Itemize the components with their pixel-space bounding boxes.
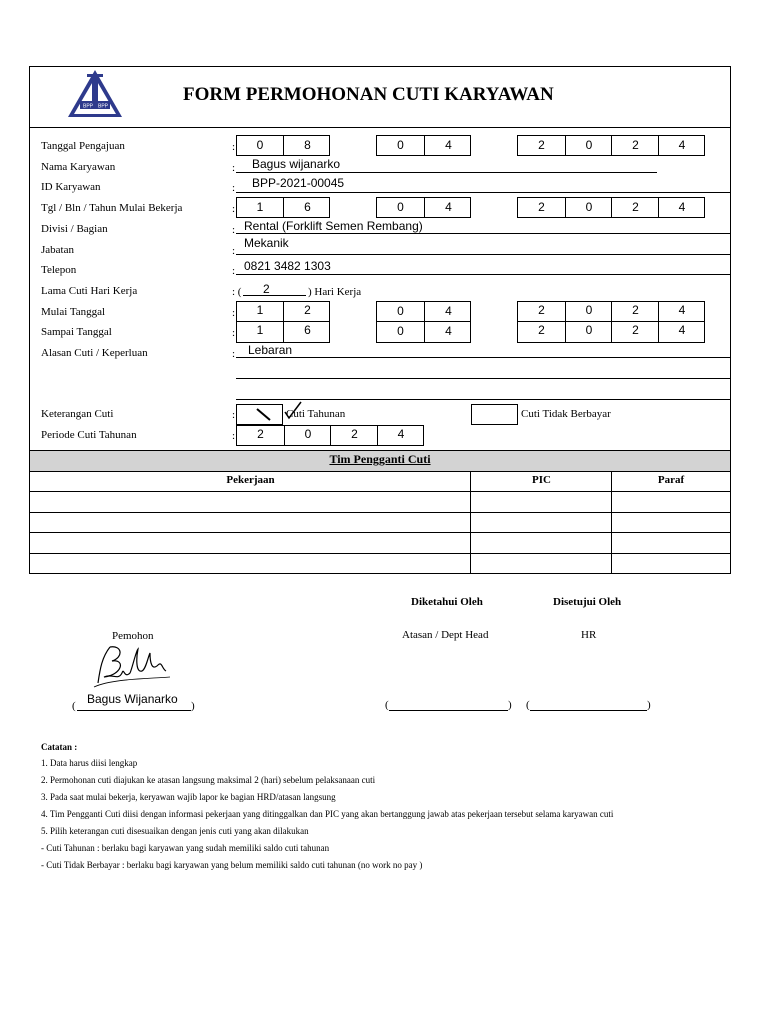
atasan-sign-line: [389, 710, 508, 711]
digit: 0: [397, 304, 404, 318]
colon: :: [232, 265, 236, 277]
digit: 2: [538, 323, 545, 337]
note-item: - Cuti Tidak Berbayar : berlaku bagi karyawan yang belum memiliki saldo cuti tahunan (no work no pay ): [41, 860, 423, 870]
note-item: 2. Permohonan cuti diajukan ke atasan langsung maksimal 2 (hari) sebelum pelaksanaan cuti: [41, 775, 376, 785]
digit: 4: [377, 426, 424, 445]
digit: 8: [283, 136, 331, 155]
id-underline: [236, 192, 731, 193]
colon: :: [232, 141, 236, 153]
label-id-karyawan: ID Karyawan: [41, 181, 101, 193]
digit: 4: [424, 198, 472, 217]
logo-text-right: BPP: [97, 103, 109, 110]
digit: 2: [257, 427, 264, 441]
digit: 4: [658, 136, 705, 155]
id-karyawan-value[interactable]: BPP-2021-00045: [252, 176, 345, 190]
alasan-underline-2: [236, 378, 731, 379]
nama-underline: [236, 172, 657, 173]
note-item: 1. Data harus diisi lengkap: [41, 758, 138, 768]
label-telepon: Telepon: [41, 264, 77, 276]
pemohon-sign-line: [77, 710, 191, 711]
digit: 0: [397, 200, 404, 214]
digit: 4: [658, 322, 705, 342]
digit: 0: [565, 136, 612, 155]
alasan-value[interactable]: Lebaran: [248, 343, 293, 357]
digit: 0: [397, 324, 404, 338]
lama-cuti-prefix: : (: [232, 286, 242, 298]
open-paren: (: [385, 699, 389, 711]
tanggal-pengajuan-year[interactable]: [517, 135, 705, 156]
option-cuti-tidak-berbayar: Cuti Tidak Berbayar: [521, 408, 611, 420]
table-row[interactable]: [30, 513, 470, 532]
check-slash-icon: [237, 405, 282, 424]
lama-cuti-value[interactable]: 2: [263, 282, 270, 296]
divisi-value[interactable]: Rental (Forklift Semen Rembang): [244, 219, 423, 233]
note-item: 5. Pilih keterangan cuti disesuaikan dengan jenis cuti yang akan dilakukan: [41, 826, 309, 836]
pengganti-title: Tim Pengganti Cuti: [329, 452, 431, 466]
title-divider: [29, 127, 731, 128]
digit: 4: [424, 322, 472, 342]
lama-cuti-suffix: ) Hari Kerja: [308, 286, 362, 298]
digit: 2: [283, 302, 331, 321]
digit: 2: [611, 302, 659, 321]
notes-title: Catatan :: [41, 742, 78, 752]
close-paren: ): [191, 700, 195, 712]
table-row[interactable]: [30, 533, 470, 553]
note-item: 3. Pada saat mulai bekerja, keryawan wajib lapor ke bagian HRD/atasan langsung: [41, 792, 336, 802]
pemohon-name[interactable]: Bagus Wijanarko: [87, 692, 178, 706]
digit: 1: [256, 303, 264, 317]
header-pekerjaan: Pekerjaan: [226, 474, 275, 486]
hr-label: HR: [581, 629, 597, 641]
notes-list: [41, 755, 731, 874]
digit: 4: [424, 136, 472, 155]
header-pic: PIC: [532, 474, 551, 486]
alasan-underline-1: [236, 357, 731, 358]
digit: 6: [283, 198, 331, 217]
digit: 1: [256, 200, 264, 214]
note-item: 4. Tim Pengganti Cuti diisi dengan informasi pekerjaan yang ditinggalkan dan PIC yang akan bertanggung jawab atas pekerjaan tersebut selama karyawan cuti: [41, 809, 614, 819]
digit: 0: [565, 198, 612, 217]
company-logo: [66, 69, 124, 119]
close-paren: ): [508, 699, 512, 711]
digit: 0: [256, 138, 264, 152]
open-paren: (: [72, 700, 76, 712]
digit: 2: [611, 322, 659, 342]
diketahui-label: Diketahui Oleh: [411, 596, 483, 608]
label-alasan: Alasan Cuti / Keperluan: [41, 347, 148, 359]
label-tgl-mulai-bekerja: Tgl / Bln / Tahun Mulai Bekerja: [41, 202, 183, 214]
close-paren: ): [647, 699, 651, 711]
colon: :: [232, 182, 236, 194]
mulai-tanggal-month[interactable]: [376, 301, 471, 322]
pemohon-label: Pemohon: [112, 630, 154, 642]
label-divisi: Divisi / Bagian: [41, 223, 108, 235]
tanggal-pengajuan-month[interactable]: [376, 135, 471, 156]
label-tanggal-pengajuan: Tanggal Pengajuan: [41, 140, 125, 152]
colon: :: [232, 162, 236, 174]
sampai-tanggal-month[interactable]: [376, 321, 471, 343]
tanggal-pengajuan-day[interactable]: [236, 135, 330, 156]
header-paraf: Paraf: [657, 474, 685, 486]
label-nama-karyawan: Nama Karyawan: [41, 161, 116, 173]
disetujui-label: Disetujui Oleh: [553, 596, 622, 608]
periode-year[interactable]: [236, 425, 424, 446]
colon: :: [232, 409, 236, 421]
digit: 4: [424, 302, 472, 321]
nama-karyawan-value[interactable]: Bagus wijanarko: [252, 157, 341, 171]
digit: 0: [397, 138, 404, 152]
digit: 0: [565, 322, 612, 342]
digit: 2: [611, 136, 659, 155]
telepon-value[interactable]: 0821 3482 1303: [244, 259, 331, 273]
label-keterangan: Keterangan Cuti: [41, 408, 114, 420]
colon: :: [232, 245, 236, 257]
jabatan-value[interactable]: Mekanik: [244, 236, 289, 250]
form-title: FORM PERMOHONAN CUTI KARYAWAN: [183, 84, 554, 105]
label-lama-cuti: Lama Cuti Hari Kerja: [41, 285, 138, 297]
checkbox-cuti-tahunan[interactable]: [236, 404, 283, 425]
sampai-tanggal-day[interactable]: [236, 321, 330, 343]
open-paren: (: [526, 699, 530, 711]
note-item: - Cuti Tahunan : berlaku bagi karyawan yang sudah memiliki saldo cuti tahunan: [41, 843, 330, 853]
jabatan-underline: [236, 254, 731, 255]
option-cuti-tahunan: Cuti Tahunan: [286, 408, 346, 420]
digit: 2: [538, 138, 545, 152]
digit: 2: [611, 198, 659, 217]
digit: 0: [565, 302, 612, 321]
mulai-bekerja-day[interactable]: [236, 197, 330, 218]
checkbox-cuti-tidak-berbayar[interactable]: [471, 404, 518, 425]
label-periode: Periode Cuti Tahunan: [41, 429, 137, 441]
logo-text-left: BPP: [82, 103, 94, 110]
table-row[interactable]: [30, 554, 470, 573]
colon: :: [232, 327, 236, 339]
signature-image: [92, 643, 172, 693]
colon: :: [232, 430, 236, 442]
table-row[interactable]: [30, 492, 470, 512]
colon: :: [232, 224, 236, 236]
colon: :: [232, 307, 236, 319]
divisi-underline: [236, 233, 731, 234]
lama-cuti-underline: [243, 295, 306, 296]
mulai-bekerja-year[interactable]: [517, 197, 705, 218]
mulai-bekerja-month[interactable]: [376, 197, 471, 218]
digit: 2: [538, 200, 545, 214]
digit: 2: [538, 303, 545, 317]
digit: 4: [658, 198, 705, 217]
sampai-tanggal-year[interactable]: [517, 321, 705, 343]
digit: 4: [658, 302, 705, 321]
mulai-tanggal-year[interactable]: [517, 301, 705, 322]
mulai-tanggal-day[interactable]: [236, 301, 330, 322]
label-sampai-tanggal: Sampai Tanggal: [41, 326, 112, 338]
label-mulai-tanggal: Mulai Tanggal: [41, 306, 106, 318]
colon: :: [232, 348, 236, 360]
colon: :: [232, 203, 236, 215]
digit: 0: [284, 426, 331, 445]
label-jabatan: Jabatan: [41, 244, 74, 256]
atasan-label: Atasan / Dept Head: [402, 629, 489, 641]
digit: 1: [256, 323, 264, 337]
table-col-divider: [611, 471, 612, 574]
digit: 6: [283, 322, 331, 342]
digit: 2: [330, 426, 378, 445]
hr-sign-line: [530, 710, 647, 711]
table-col-divider: [470, 471, 471, 574]
telepon-underline: [236, 274, 731, 275]
